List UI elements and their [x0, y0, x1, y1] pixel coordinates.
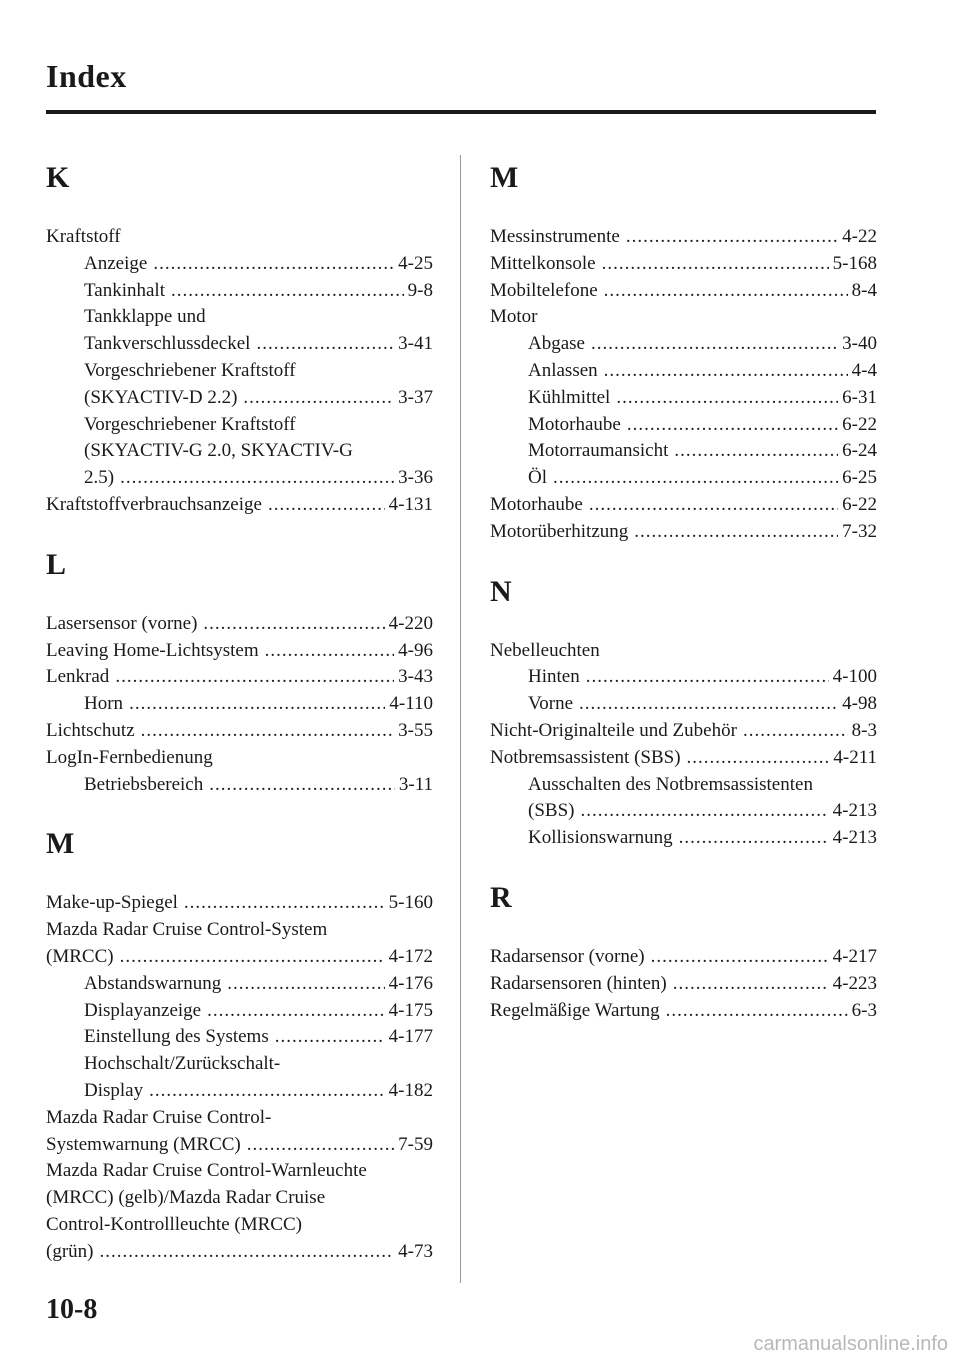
index-entry [46, 1158, 433, 1185]
index-subentry [46, 465, 433, 492]
page-reference: 7-32 [842, 520, 877, 542]
entry-text: Display [84, 1079, 144, 1101]
dot-leader [604, 358, 848, 385]
index-subentry [490, 385, 877, 412]
page-reference: 4-213 [832, 800, 877, 822]
page-reference: 3-36 [398, 467, 433, 489]
index-entry [490, 251, 877, 278]
dot-leader [634, 519, 838, 546]
section-letter: N [490, 574, 512, 608]
entry-text: Vorgeschriebener Kraftstoff [84, 413, 296, 435]
dot-leader [153, 251, 394, 278]
header-rule [46, 110, 876, 114]
entry-text: LogIn-Fernbedienung [46, 746, 213, 768]
dot-leader [616, 385, 838, 412]
watermark: carmanualsonline.info [753, 1333, 948, 1355]
dot-leader [651, 944, 829, 971]
index-subentry [490, 465, 877, 492]
entry-text: Einstellung des Systems [84, 1026, 269, 1048]
section-letter: L [46, 547, 67, 581]
entry-text: Betriebsbereich [84, 773, 204, 795]
entry-text: Mazda Radar Cruise Control-Warnleuchte [46, 1160, 367, 1182]
entry-text: Control-Kontrollleuchte (MRCC) [46, 1213, 302, 1235]
entry-text: Motorhaube [490, 493, 583, 515]
dot-leader [227, 971, 384, 998]
page-reference: 6-22 [842, 493, 877, 515]
index-subentry [490, 772, 877, 799]
page-reference: 3-43 [398, 666, 433, 688]
entry-text: Leaving Home-Lichtsystem [46, 639, 259, 661]
entry-text: Anlassen [528, 359, 598, 381]
entry-text: Hinten [528, 666, 580, 688]
index-column-right [490, 158, 877, 1024]
page-reference: 6-25 [842, 467, 877, 489]
index-entry [46, 944, 433, 971]
entry-text: Radarsensoren (hinten) [490, 972, 667, 994]
index-entry [490, 718, 877, 745]
index-section [46, 824, 433, 1265]
dot-leader [626, 224, 838, 251]
entry-text: Nicht-Originalteile und Zubehör [490, 719, 737, 741]
index-subentry [490, 798, 877, 825]
dot-leader [129, 691, 385, 718]
page-reference: 4-182 [388, 1079, 433, 1101]
entry-text: Motorüberhitzung [490, 520, 629, 542]
entry-text: 2.5) [84, 467, 115, 489]
index-subentry [46, 971, 433, 998]
dot-leader [171, 278, 404, 305]
index-section [490, 878, 877, 1024]
page-reference: 4-217 [832, 945, 877, 967]
page-reference: 4-213 [832, 827, 877, 849]
entry-text: Motorraumansicht [528, 440, 669, 462]
index-entry [490, 944, 877, 971]
index-subentry [490, 438, 877, 465]
dot-leader [666, 998, 848, 1025]
page-reference: 4-175 [388, 999, 433, 1021]
dot-leader [247, 1132, 394, 1159]
index-subentry [46, 1024, 433, 1051]
index-subentry [46, 691, 433, 718]
page-reference: 4-110 [389, 693, 433, 715]
index-subentry [490, 825, 877, 852]
dot-leader [673, 971, 829, 998]
entry-text: Ausschalten des Notbremsassistenten [528, 773, 813, 795]
entry-text: Lenkrad [46, 666, 110, 688]
dot-leader [203, 611, 384, 638]
page-reference: 6-3 [851, 999, 877, 1021]
dot-leader [586, 664, 829, 691]
entry-text: Vorne [528, 693, 574, 715]
dot-leader [256, 331, 394, 358]
entry-text: Motorhaube [528, 413, 621, 435]
index-subentry [46, 1078, 433, 1105]
entry-text: (MRCC) [46, 945, 114, 967]
entry-text: Abstandswarnung [84, 972, 222, 994]
page-reference: 4-98 [842, 693, 877, 715]
entry-text: (SKYACTIV-D 2.2) [84, 386, 238, 408]
index-entry [490, 971, 877, 998]
section-letter: R [490, 880, 512, 914]
entry-text: Abgase [528, 333, 585, 355]
index-subentry [46, 438, 433, 465]
page-reference: 4-176 [388, 972, 433, 994]
index-entry [46, 917, 433, 944]
index-subentry [46, 385, 433, 412]
dot-leader [580, 798, 828, 825]
entry-text: Make-up-Spiegel [46, 892, 178, 914]
entry-text: (SKYACTIV-G 2.0, SKYACTIV-G [84, 440, 353, 462]
index-entry [46, 638, 433, 665]
index-entry [490, 745, 877, 772]
dot-leader [115, 664, 394, 691]
section-letter: M [490, 161, 519, 194]
index-subentry [46, 998, 433, 1025]
entry-text: Horn [84, 693, 124, 715]
entry-text: Lichtschutz [46, 719, 135, 741]
dot-leader [604, 278, 848, 305]
index-section [490, 572, 877, 852]
entry-text: Nebelleuchten [490, 639, 600, 661]
page-number: 10-8 [46, 1294, 98, 1325]
page-reference: 3-55 [398, 719, 433, 741]
page-reference: 9-8 [407, 279, 433, 301]
dot-leader [602, 251, 829, 278]
index-entry [490, 492, 877, 519]
dot-leader [184, 890, 385, 917]
page-reference: 4-220 [388, 612, 433, 634]
section-letter: M [46, 827, 75, 861]
entry-text: Regelmäßige Wartung [490, 999, 660, 1021]
entry-text: (grün) [46, 1240, 94, 1262]
dot-leader [120, 465, 394, 492]
index-entry [490, 278, 877, 305]
page-reference: 8-3 [851, 719, 877, 741]
entry-text: Systemwarnung (MRCC) [46, 1133, 241, 1155]
index-subentry [46, 358, 433, 385]
page-reference: 6-22 [842, 413, 877, 435]
index-entry [46, 718, 433, 745]
index-column-left [46, 158, 433, 1266]
column-divider [460, 155, 461, 1283]
entry-text: Kollisionswarnung [528, 827, 673, 849]
entry-text: Anzeige [84, 252, 148, 274]
index-entry [46, 1185, 433, 1212]
index-entry [46, 492, 433, 519]
entry-text: Öl [528, 467, 547, 489]
dot-leader [743, 718, 848, 745]
dot-leader [579, 691, 838, 718]
index-entry [46, 745, 433, 772]
dot-leader [591, 331, 838, 358]
index-entry [46, 664, 433, 691]
page-reference: 3-37 [398, 386, 433, 408]
entry-text: Radarsensor (vorne) [490, 945, 645, 967]
dot-leader [141, 718, 395, 745]
entry-text: Notbremsassistent (SBS) [490, 746, 681, 768]
page-reference: 4-96 [398, 639, 433, 661]
dot-leader [120, 944, 385, 971]
entry-text: Lasersensor (vorne) [46, 612, 198, 634]
index-entry [46, 1239, 433, 1266]
dot-leader [687, 745, 830, 772]
index-entry [46, 890, 433, 917]
index-entry [46, 611, 433, 638]
entry-text: Mazda Radar Cruise Control- [46, 1106, 272, 1128]
dot-leader [207, 998, 385, 1025]
index-entry [46, 1212, 433, 1239]
page-reference: 4-211 [833, 746, 877, 768]
page-reference: 3-41 [398, 333, 433, 355]
page-reference: 4-73 [398, 1240, 433, 1262]
page-reference: 7-59 [398, 1133, 433, 1155]
page-title: Index [46, 58, 127, 94]
index-entry [46, 224, 433, 251]
entry-text: Motor [490, 306, 538, 328]
entry-text: Kraftstoff [46, 226, 121, 247]
page-reference: 4-25 [398, 252, 433, 274]
index-section [490, 158, 877, 546]
page-reference: 6-31 [842, 386, 877, 408]
index-subentry [490, 358, 877, 385]
page-reference: 4-22 [842, 226, 877, 247]
page-reference: 5-168 [832, 252, 877, 274]
index-entry [490, 998, 877, 1025]
page-reference: 6-24 [842, 440, 877, 462]
index-subentry [490, 331, 877, 358]
entry-text: Messinstrumente [490, 226, 620, 247]
page-reference: 8-4 [851, 279, 877, 301]
page-reference: 4-177 [388, 1026, 433, 1048]
dot-leader [265, 638, 395, 665]
dot-leader [553, 465, 838, 492]
section-letter: K [46, 161, 70, 194]
index-subentry [46, 412, 433, 439]
page-reference: 4-4 [851, 359, 877, 381]
dot-leader [149, 1078, 385, 1105]
page-reference: 5-160 [388, 892, 433, 914]
dot-leader [589, 492, 838, 519]
index-subentry [490, 664, 877, 691]
entry-text: Mobiltelefone [490, 279, 598, 301]
index-subentry [46, 1051, 433, 1078]
entry-text: Tankklappe und [84, 306, 206, 328]
index-section [46, 545, 433, 799]
entry-text: Kühlmittel [528, 386, 611, 408]
dot-leader [243, 385, 394, 412]
entry-text: Mazda Radar Cruise Control-System [46, 919, 328, 941]
entry-text: Hochschalt/Zurückschalt- [84, 1053, 281, 1075]
index-subentry [490, 691, 877, 718]
dot-leader [275, 1024, 385, 1051]
entry-text: Vorgeschriebener Kraftstoff [84, 359, 296, 381]
index-entry [46, 1132, 433, 1159]
entry-text: Kraftstoffverbrauchsanzeige [46, 493, 262, 515]
page-reference: 4-172 [388, 945, 433, 967]
dot-leader [679, 825, 829, 852]
index-subentry [46, 331, 433, 358]
index-entry [490, 519, 877, 546]
index-entry [490, 304, 877, 331]
index-section [46, 158, 433, 519]
page-reference: 4-223 [832, 972, 877, 994]
entry-text: Tankverschlussdeckel [84, 333, 251, 355]
entry-text: Tankinhalt [84, 279, 165, 301]
page-reference: 4-131 [388, 493, 433, 515]
index-subentry [490, 412, 877, 439]
dot-leader [209, 772, 395, 799]
entry-text: (SBS) [528, 800, 575, 822]
entry-text: Mittelkonsole [490, 252, 596, 274]
index-subentry [46, 251, 433, 278]
page-reference: 4-100 [832, 666, 877, 688]
dot-leader [627, 412, 838, 439]
dot-leader [268, 492, 385, 519]
entry-text: (MRCC) (gelb)/Mazda Radar Cruise [46, 1187, 326, 1209]
index-subentry [46, 304, 433, 331]
index-subentry [46, 278, 433, 305]
page-reference: 3-40 [842, 333, 877, 355]
dot-leader [674, 438, 838, 465]
entry-text: Displayanzeige [84, 999, 202, 1021]
index-entry [46, 1105, 433, 1132]
page-reference: 3-11 [398, 773, 433, 795]
dot-leader [99, 1239, 394, 1266]
index-subentry [46, 772, 433, 799]
index-entry [490, 224, 877, 251]
index-entry [490, 638, 877, 665]
